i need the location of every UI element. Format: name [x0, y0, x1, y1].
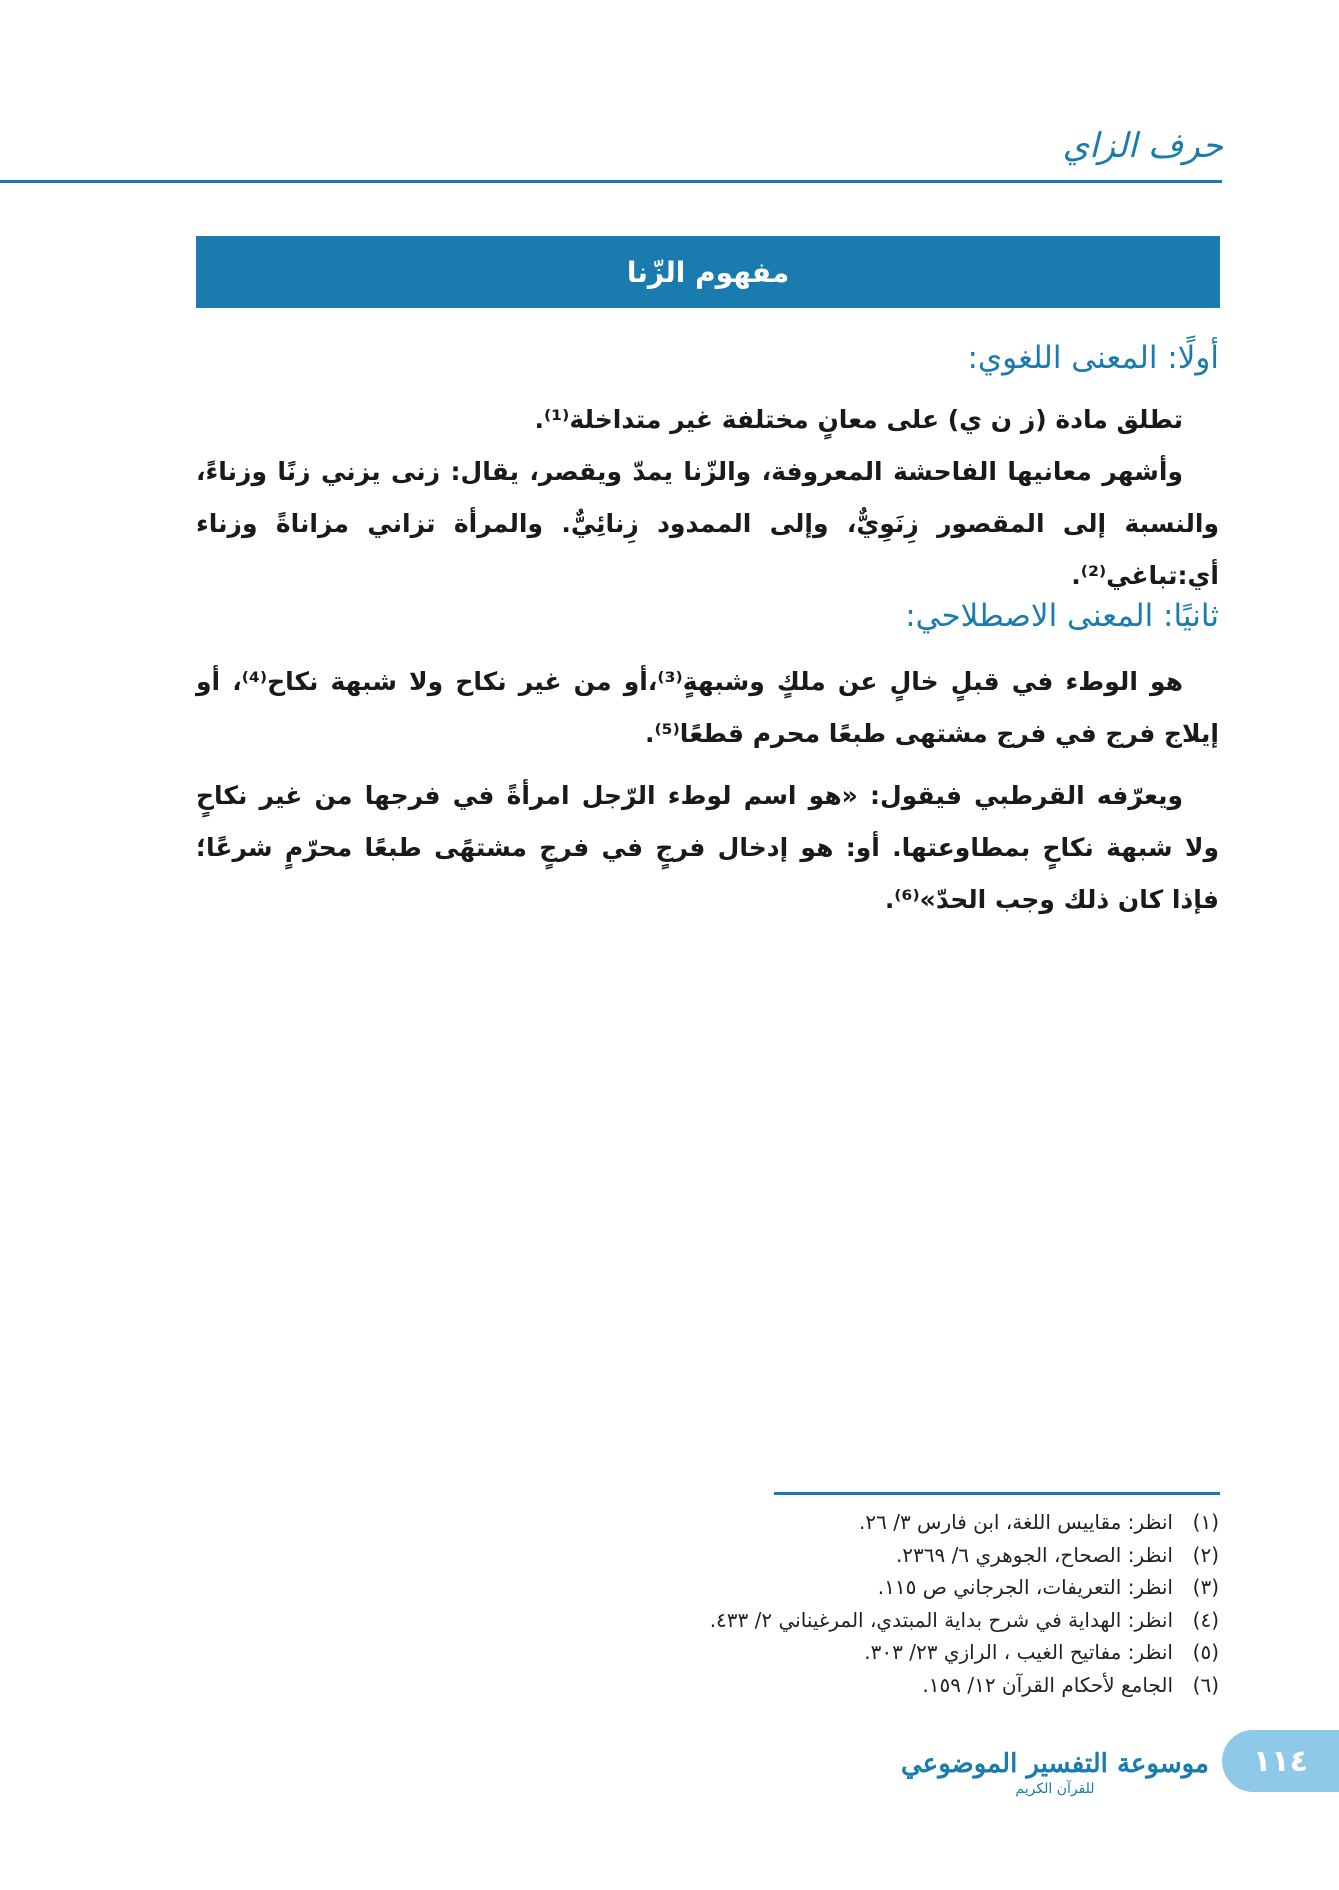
page-number-badge — [1222, 1730, 1339, 1792]
footnote-number: (٦) — [1192, 1672, 1219, 1697]
footnote-text: انظر: الصحاح، الجوهري ٦/ ٢٣٦٩. — [895, 1542, 1173, 1567]
footnotes-list — [319, 1506, 1219, 1701]
footnote-number: (٥) — [1192, 1640, 1219, 1664]
footnote-number: (٢) — [1192, 1542, 1219, 1567]
footnote-text: انظر: مقاييس اللغة، ابن فارس ٣/ ٢٦. — [859, 1510, 1173, 1534]
chapter-title: حرف الزاي — [1062, 126, 1223, 166]
linguistic-paragraph-1: تطلق مادة (ز ن ي) على معانٍ مختلفة غير متداخلة⁽¹⁾. — [534, 405, 1183, 434]
page-number: ١١٤ — [1253, 1743, 1308, 1779]
technical-paragraph-1: هو الوطء في قبلٍ خالٍ عن ملكٍ وشبهةٍ⁽³⁾،أو من غير نكاح ولا شبهة نكاح⁽⁴⁾، أو إيلاج فرج في فرج مشتهى طبعًا محرم قطعًا⁽⁵⁾. — [196, 667, 1219, 748]
logo-title: موسوعة التفسير الموضوعي — [901, 1749, 1209, 1779]
linguistic-paragraph-2: وأشهر معانيها الفاحشة المعروفة، والزّنا يمدّ ويقصر، يقال: زنى يزني زنًا وزناءً، والنسبة إلى المقصور زِنَوِيٌّ، وإلى الممدود زِنائِيٌّ. والمرأة تزاني مزاناةً وزناء أي:تباغي⁽²⁾. — [196, 457, 1219, 590]
banner-title: مفهوم الزّنا — [626, 255, 790, 289]
footnote-text: انظر: مفاتيح الغيب ، الرازي ٢٣/ ٣٠٣. — [864, 1640, 1173, 1664]
footnote-text: الجامع لأحكام القرآن ١٢/ ١٥٩. — [922, 1672, 1173, 1697]
header-divider — [0, 180, 1222, 183]
footnote-number: (٣) — [1192, 1575, 1219, 1599]
footnote-text: انظر: الهداية في شرح بداية المبتدي، المرغيناني ٢/ ٤٣٣. — [709, 1607, 1173, 1632]
footnote-item — [319, 1506, 1219, 1539]
footnote-item — [319, 1539, 1219, 1572]
technical-paragraph-2: ويعرّفه القرطبي فيقول: «هو اسم لوطء الرّجل امرأةً في فرجها من غير نكاحٍ ولا شبهة نكاحٍ بمطاوعتها. أو: هو إدخال فرجٍ في فرجٍ مشتهًى طبعًا محرّمٍ شرعًا؛ فإذا كان ذلك وجب الحدّ»⁽⁶⁾. — [196, 781, 1219, 914]
footnote-number: (٤) — [1192, 1607, 1219, 1632]
footnote-item — [319, 1604, 1219, 1637]
footnote-item — [319, 1636, 1219, 1669]
linguistic-heading: أولًا: المعنى اللغوي: — [967, 340, 1219, 376]
encyclopedia-logo — [901, 1733, 1209, 1813]
footnote-number: (١) — [1192, 1510, 1219, 1534]
footnote-divider — [774, 1492, 1220, 1495]
footnote-item — [319, 1571, 1219, 1604]
footnote-item — [319, 1669, 1219, 1702]
logo-subtitle: للقرآن الكريم — [1015, 1781, 1095, 1797]
technical-heading: ثانيًا: المعنى الاصطلاحي: — [905, 598, 1219, 634]
section-banner — [196, 236, 1220, 308]
footnote-text: انظر: التعريفات، الجرجاني ص ١١٥. — [877, 1575, 1173, 1599]
